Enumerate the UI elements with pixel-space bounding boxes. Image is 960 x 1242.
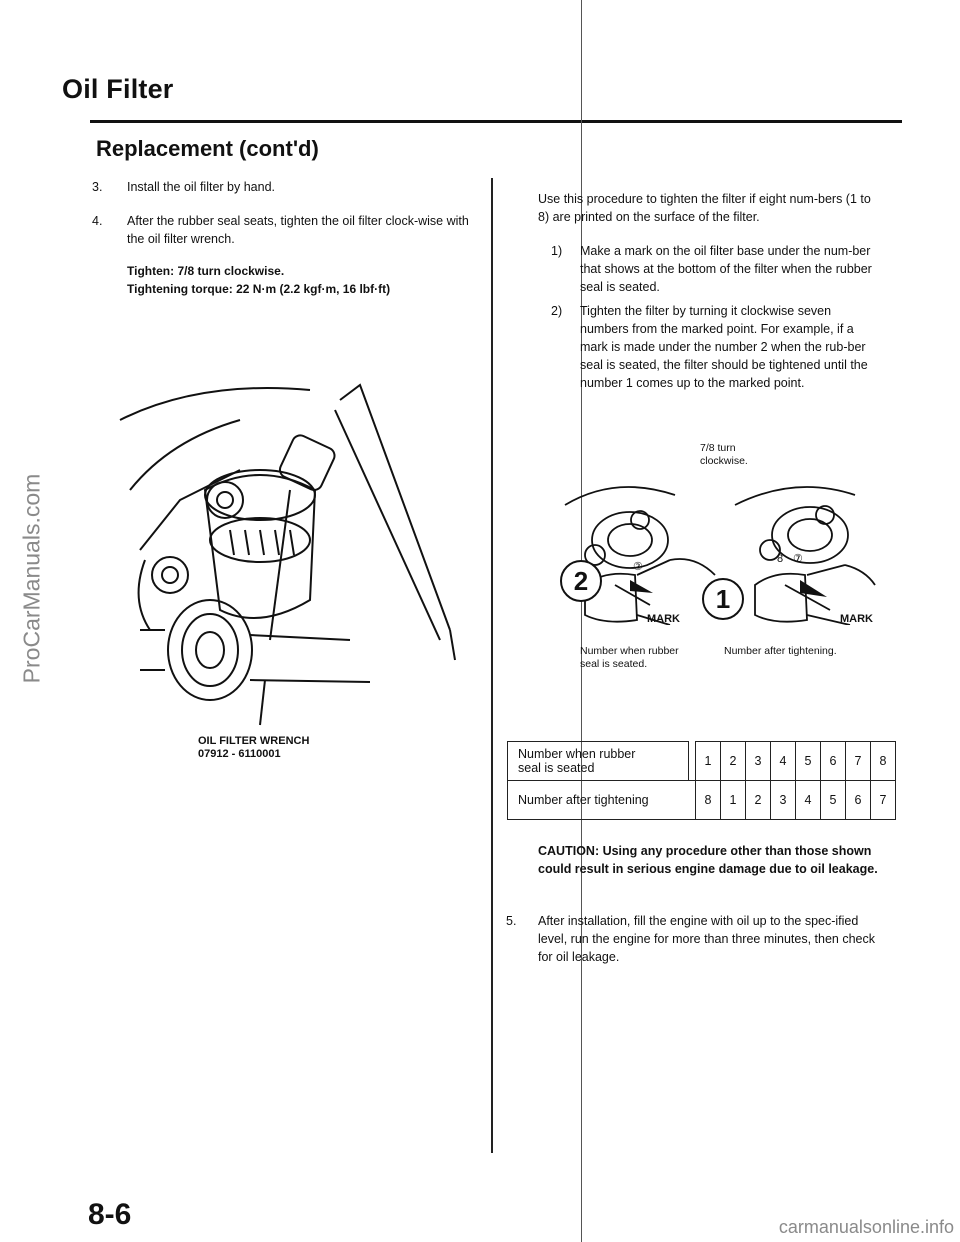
table-cell: 5 xyxy=(796,742,821,781)
title-rule xyxy=(90,120,902,123)
step-3-number: 3. xyxy=(92,180,103,194)
oil-filter-wrench-illustration xyxy=(110,380,470,740)
step-3-text: Install the oil filter by hand. xyxy=(127,180,275,194)
step-5-number: 5. xyxy=(506,914,517,928)
column-divider xyxy=(491,178,493,1153)
table-cell: 5 xyxy=(821,781,846,820)
turn-label-line-1: 7/8 turn xyxy=(700,442,736,454)
substep-2-number: 2) xyxy=(551,304,563,318)
table-cell: 2 xyxy=(746,781,771,820)
number-conversion-table xyxy=(507,741,896,820)
row-1-label-line-1: Number when rubber xyxy=(518,747,636,761)
row-1-label-line-2: seal is seated xyxy=(518,761,595,775)
caption-right: Number after tightening. xyxy=(724,645,837,657)
table-cell: 3 xyxy=(771,781,796,820)
substep-1-text: Make a mark on the oil filter base under the num-ber that shows at the bottom of the filter when the rubber seal is seated. xyxy=(580,244,872,294)
substep-1-number: 1) xyxy=(551,244,563,258)
table-cell: 6 xyxy=(846,781,871,820)
wrench-part-number: 07912 - 6110001 xyxy=(198,748,281,760)
procedure-intro: Use this procedure to tighten the filter if eight num-bers (1 to 8) are printed on the surface of the filter. xyxy=(538,192,871,224)
caution-note: CAUTION: Using any procedure other than those shown could result in serious engine damage due to oil leakage. xyxy=(538,844,878,876)
svg-text:8: 8 xyxy=(777,553,784,565)
step-4-number: 4. xyxy=(92,214,103,228)
section-subtitle: Replacement (cont'd) xyxy=(96,136,319,161)
wrench-name: OIL FILTER WRENCH xyxy=(198,735,310,747)
svg-text:⑦: ⑦ xyxy=(793,553,803,565)
table-cell: 4 xyxy=(771,742,796,781)
table-row xyxy=(508,781,896,820)
mark-label-left: MARK xyxy=(647,613,680,625)
table-cell: 6 xyxy=(821,742,846,781)
table-cell: 2 xyxy=(721,742,746,781)
step-5-text: After installation, fill the engine with oil up to the spec-ified level, run the engine for more than three minutes, then check for oil leakage. xyxy=(538,914,875,964)
mark-label-right: MARK xyxy=(840,613,873,625)
row-2-label: Number after tightening xyxy=(508,781,696,820)
table-cell: 1 xyxy=(721,781,746,820)
table-cell: 7 xyxy=(846,742,871,781)
wrench-label xyxy=(198,735,309,761)
table-cell: 8 xyxy=(871,742,896,781)
row-1-label xyxy=(508,742,689,781)
torque-spec: Tightening torque: 22 N·m (2.2 kgf·m, 16 lbf·ft) xyxy=(127,282,391,296)
table-gap xyxy=(689,742,696,781)
table-cell: 4 xyxy=(796,781,821,820)
footer-watermark: carmanualsonline.info xyxy=(778,1217,954,1237)
number-2-callout: 2 xyxy=(560,560,602,602)
step-4-text: After the rubber seal seats, tighten the oil filter clock-wise with the oil filter wrench. xyxy=(127,214,469,246)
page-number: 8-6 xyxy=(88,1198,132,1231)
substep-2-text: Tighten the filter by turning it clockwise seven numbers from the marked point. For example, if a mark is made under the number 2 when the rub-ber seal is seated, the filter should be tightened until the number 1 comes up to the marked point. xyxy=(580,304,868,390)
table-cell: 7 xyxy=(871,781,896,820)
table-cell: 1 xyxy=(696,742,721,781)
table-cell: 8 xyxy=(696,781,721,820)
number-1-callout: 1 xyxy=(702,578,744,620)
table-cell: 3 xyxy=(746,742,771,781)
table-row xyxy=(508,742,896,781)
tighten-spec: Tighten: 7/8 turn clockwise. xyxy=(127,264,285,278)
caption-left xyxy=(580,645,679,671)
caption-left-line-1: Number when rubber xyxy=(580,645,679,657)
svg-text:②: ② xyxy=(633,561,643,573)
page-title: Oil Filter xyxy=(62,74,174,104)
side-watermark: ProCarManuals.com xyxy=(18,473,45,684)
turn-label xyxy=(700,442,748,468)
turn-label-line-2: clockwise. xyxy=(700,455,748,467)
caption-left-line-2: seal is seated. xyxy=(580,658,648,670)
